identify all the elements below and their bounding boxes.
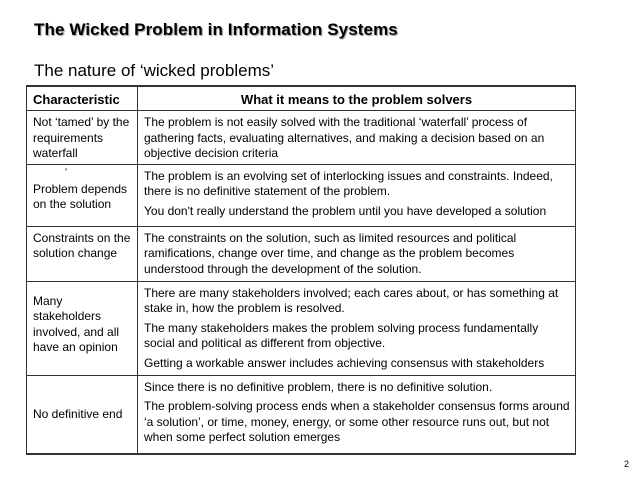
- characteristic-cell: Not ‘tamed’ by the requirements waterfall: [27, 111, 138, 165]
- stray-mark: ‘: [65, 166, 68, 178]
- page-number: 2: [624, 459, 630, 469]
- column-header-meaning: What it means to the problem solvers: [138, 86, 576, 111]
- meaning-paragraph: Getting a workable answer includes achieving consensus with stakeholders: [144, 355, 545, 370]
- meaning-cell: [138, 281, 576, 375]
- meaning-paragraph: The constraints on the solution, such as limited resources and political ramifications, change over time, and change as the problem becomes understood through the development of the solution.: [144, 230, 517, 276]
- characteristic-cell: [27, 164, 138, 226]
- meaning-cell: [138, 111, 576, 165]
- characteristic-cell: [27, 281, 138, 375]
- table-row: [27, 164, 576, 226]
- table-row: [27, 226, 576, 281]
- table-row: [27, 111, 576, 165]
- column-header-characteristic: Characteristic: [27, 86, 138, 111]
- characteristics-table: [26, 85, 576, 455]
- table-header-row: [27, 86, 576, 111]
- table-row: [27, 375, 576, 454]
- meaning-paragraph: Since there is no definitive problem, there is no definitive solution.: [144, 379, 493, 394]
- meaning-cell: [138, 164, 576, 226]
- characteristic-text: Many stakeholders involved, and all have an opinion: [33, 293, 120, 354]
- characteristic-text: Problem depends on the solution: [33, 181, 128, 211]
- slide-subtitle: The nature of ‘wicked problems’: [34, 61, 275, 80]
- slide-title: The Wicked Problem in Information Systems: [34, 20, 398, 39]
- meaning-paragraph: The problem is not easily solved with the traditional ‘waterfall’ process of gathering facts, evaluating alternatives, and making a decision based on an objective decision criteria: [144, 115, 545, 160]
- meaning-paragraph: The many stakeholders makes the problem solving process fundamentally social and political as different from objective.: [144, 320, 539, 350]
- meaning-cell: [138, 226, 576, 281]
- characteristic-cell: Constraints on the solution change: [27, 226, 138, 281]
- meaning-paragraph: The problem-solving process ends when a stakeholder consensus forms around ‘a solution’, or time, money, energy, or some other resource runs out, but not when some perfect solution emerges: [144, 399, 570, 444]
- meaning-cell: [138, 375, 576, 454]
- meaning-paragraph: The problem is an evolving set of interlocking issues and constraints. Indeed, there is no definitive statement of the problem.: [144, 168, 553, 198]
- characteristic-cell: No definitive end: [27, 375, 138, 454]
- meaning-paragraph: There are many stakeholders involved; each cares about, or has something at stake in, how the problem is resolved.: [144, 285, 559, 315]
- meaning-paragraph: You don't really understand the problem until you have developed a solution: [144, 203, 547, 218]
- table-row: [27, 281, 576, 375]
